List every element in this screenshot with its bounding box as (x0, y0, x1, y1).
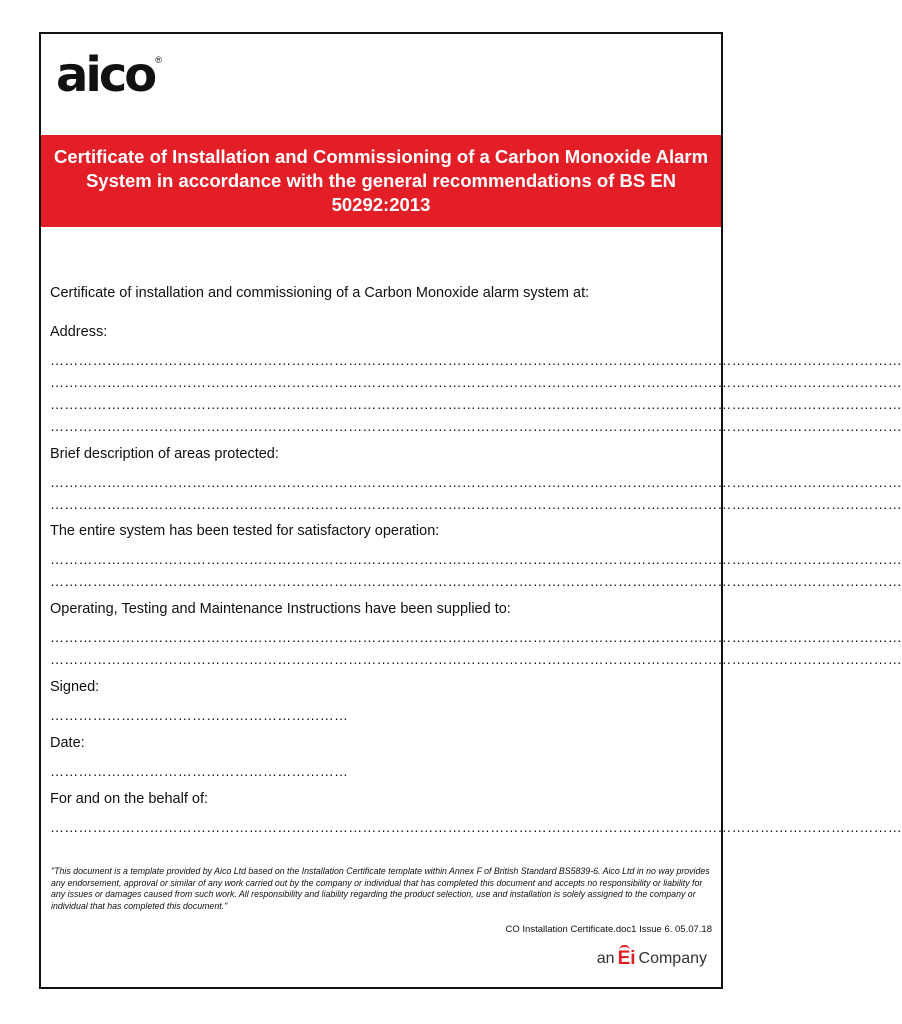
tested-line-1[interactable]: ……………………………………………………………………………………………………………………………………………………………… (50, 551, 902, 567)
on-behalf-label: For and on the behalf of: (50, 791, 208, 807)
title-banner (41, 135, 721, 227)
logo-wordmark: aico (56, 47, 155, 103)
instructions-line-1[interactable]: ……………………………………………………………………………………………………………………………………………………………… (50, 629, 902, 645)
system-tested-label: The entire system has been tested for satisfactory operation: (50, 523, 440, 539)
date-label: Date: (50, 735, 85, 751)
address-label: Address: (50, 324, 108, 340)
areas-line-1[interactable]: ……………………………………………………………………………………………………………………………………………………………… (50, 474, 902, 490)
address-line-2[interactable]: ……………………………………………………………………………………………………………………………………………………………… (50, 374, 902, 390)
signed-label: Signed: (50, 679, 100, 695)
address-line-4[interactable]: ……………………………………………………………………………………………………………………………………………………………… (50, 418, 902, 434)
document-reference: CO Installation Certificate.doc1 Issue 6. 05.07.18 (505, 924, 712, 935)
intro-text: Certificate of installation and commissioning of a Carbon Monoxide alarm system at: (50, 285, 590, 301)
certificate-page (39, 32, 902, 989)
date-line[interactable]: ……………………………………………………… (50, 763, 349, 779)
disclaimer-text: "This document is a template provided by Aico Ltd based on the Installation Certificate template within Annex F of British Standard BS5839-6. Aico Ltd in no way provides any endorsement, approval or similar of any work carried out by the company or individual that has completed this document and accepts no responsibility or liability for any issues or damages caused from such work. All responsibility and liability regarding the product selection, use and installation is solely assigned to the company or individual that has completed this document." (51, 866, 710, 911)
on-behalf-line[interactable]: ……………………………………………………………………………………………………………………………………………………………… (50, 819, 902, 835)
ei-logo-mark: Ei (617, 948, 636, 969)
registered-mark: ® (155, 55, 162, 65)
address-line-1[interactable]: ……………………………………………………………………………………………………………………………………………………………… (50, 352, 902, 368)
ei-suffix: Company (638, 950, 707, 967)
instructions-supplied-label: Operating, Testing and Maintenance Instructions have been supplied to: (50, 601, 511, 617)
ei-company-brand (597, 950, 707, 968)
signature-line[interactable]: ……………………………………………………… (50, 707, 349, 723)
instructions-line-2[interactable]: ……………………………………………………………………………………………………………………………………………………………… (50, 651, 902, 667)
areas-line-2[interactable]: ……………………………………………………………………………………………………………………………………………………………… (50, 496, 902, 512)
aico-logo (56, 47, 162, 103)
address-line-3[interactable]: ……………………………………………………………………………………………………………………………………………………………… (50, 396, 902, 412)
certificate-title: Certificate of Installation and Commissioning of a Carbon Monoxide Alarm System in accordance with the general recommendations of BS EN 50292:2013 (53, 146, 709, 215)
ei-prefix: an (596, 950, 615, 967)
tested-line-2[interactable]: ……………………………………………………………………………………………………………………………………………………………… (50, 573, 902, 589)
areas-protected-label: Brief description of areas protected: (50, 446, 279, 462)
